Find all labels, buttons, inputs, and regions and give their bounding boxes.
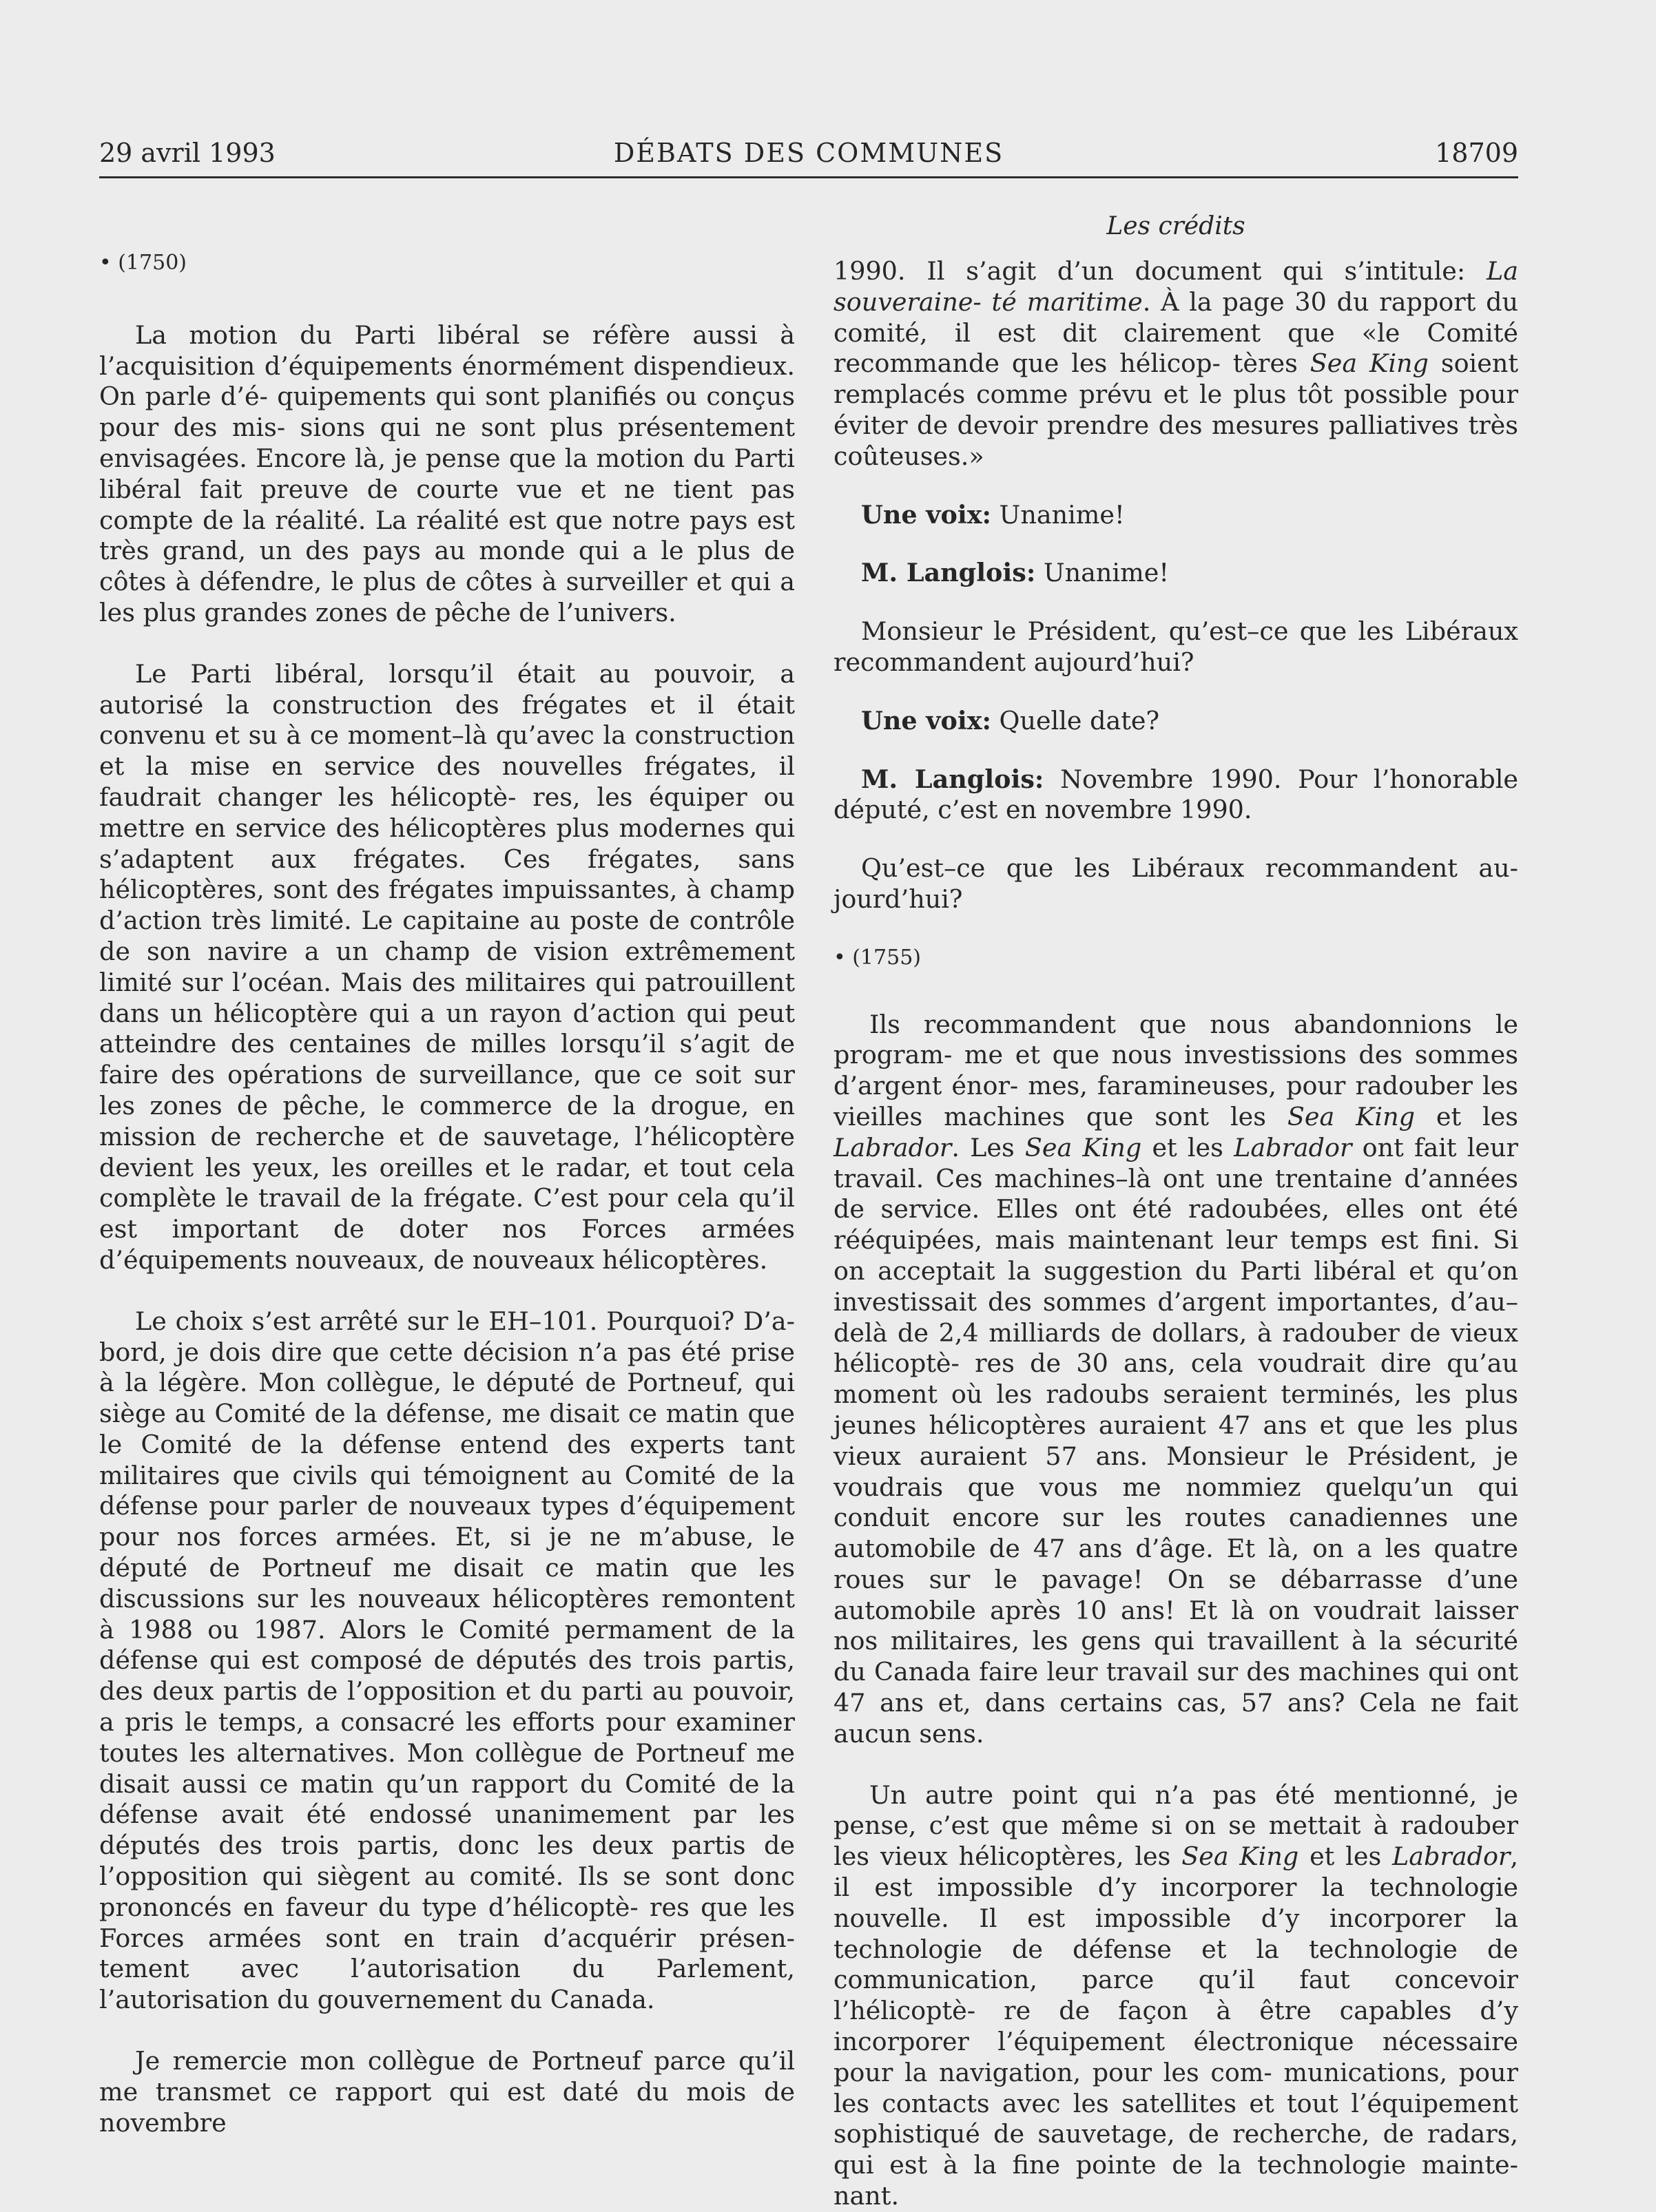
paragraph: Monsieur le Président, qu’est–ce que les Libéraux recommandent aujourd’hui?	[834, 616, 1518, 677]
header-title: DÉBATS DES COMMUNES	[613, 138, 1004, 168]
speaker-line: M. Langlois: Novembre 1990. Pour l’honorable député, c’est en novembre 1990.	[834, 764, 1518, 825]
header-rule	[99, 176, 1518, 178]
paragraph: Le choix s’est arrêté sur le EH–101. Pourquoi? D’a- bord, je dois dire que cette décision n’a pas été prise à la légère. Mon collègue, le député de Portneuf, qui siège au Comité de la défense, me disait ce matin que le Comité de la défense entend des experts tant militaires que civils qui témoignent au Comité de la défense pour parler de nouveaux types d’équipement pour nos forces armées. Et, si je ne m’abuse, le député de Portneuf me disait ce matin que les discussions sur les nouveaux hélicoptères remontent à 1988 ou 1987. Alors le Comité permament de la défense qui est composé de députés des trois partis, des deux partis de l’opposition et du parti au pouvoir, a pris le temps, a consacré les efforts pour examiner toutes les alternatives. Mon collègue de Portneuf me disait aussi ce matin qu’un rapport du Comité de la défense avait été endossé unanimement par les députés des trois partis, donc les deux partis de l’opposition qui siègent au comité. Ils se sont donc prononcés en faveur du type d’hélicoptè- res que les Forces armées sont en train d’acquérir présen- tement avec l’autorisation du Parlement, l’autorisation du gouvernement du Canada.	[99, 1306, 795, 2015]
header-page-number: 18709	[1435, 138, 1518, 168]
speaker-line: M. Langlois: Unanime!	[861, 558, 1169, 588]
speaker-name: Une voix:	[861, 499, 991, 530]
speaker-name: M. Langlois:	[861, 764, 1044, 794]
time-marker: • (1750)	[99, 251, 187, 275]
paragraph: Le Parti libéral, lorsqu’il était au pouvoir, a autorisé la construction des frégates et il était convenu et su à ce moment–là qu’avec la construction et la mise en service des nouvelles frégates, il faudrait changer les hélicoptè- res, les équiper ou mettre en service des hélicoptères plus modernes qui s’adaptent aux frégates. Ces frégates, sans hélicoptères, sont des frégates impuissantes, à champ d’action très limité. Le capitaine au poste de contrôle de son navire a un champ de vision extrêmement limité sur l’océan. Mais des militaires qui patrouillent dans un hélicoptère qui a un rayon d’action qui peut atteindre des centaines de milles lorsqu’il s’agit de faire des opérations de surveillance, que ce soit sur les zones de pêche, le commerce de la drogue, en mission de recherche et de sauvetage, l’hélicoptère devient les yeux, les oreilles et le radar, et tout cela complète le travail de la frégate. C’est pour cela qu’il est important de doter nos Forces armées d’équipements nouveaux, de nouveaux hélicoptères.	[99, 658, 795, 1275]
paragraph: 1990. Il s’agit d’un document qui s’intitule: La souveraine- té maritime. À la page 30 du rapport du comité, il est dit clairement que «le Comité recommande que les hélicop- tères Sea King soient remplacés comme prévu et le plus tôt possible pour éviter de devoir prendre des mesures palliatives très coûteuses.»	[834, 256, 1518, 471]
speaker-line: Une voix: Unanime!	[861, 499, 1125, 530]
time-marker: • (1755)	[834, 945, 921, 970]
paragraph: La motion du Parti libéral se réfère aussi à l’acquisition d’équipements énormément dispendieux. On parle d’é- quipements qui sont planifiés ou conçus pour des mis- sions qui ne sont plus présentement envisagées. Encore là, je pense que la motion du Parti libéral fait preuve de courte vue et ne tient pas compte de la réalité. La réalité est que notre pays est très grand, un des pays au monde qui a le plus de côtes à défendre, le plus de côtes à surveiller et qui a les plus grandes zones de pêche de l’univers.	[99, 320, 795, 627]
section-subhead: Les crédits	[1106, 212, 1245, 240]
paragraph: Je remercie mon collègue de Portneuf parce qu’il me transmet ce rapport qui est daté du mois de novembre	[99, 2046, 795, 2138]
left-column	[99, 248, 795, 2138]
speaker-line: Une voix: Quelle date?	[861, 705, 1160, 735]
paragraph: Qu’est–ce que les Libéraux recommandent au- jourd’hui?	[834, 853, 1518, 914]
right-column	[834, 256, 1518, 2212]
header-date: 29 avril 1993	[99, 138, 276, 168]
page-header	[99, 138, 1518, 176]
speaker-name: Une voix:	[861, 705, 991, 735]
speaker-name: M. Langlois:	[861, 558, 1036, 588]
paragraph: Ils recommandent que nous abandonnions le program- me et que nous investissions des sommes d’argent énor- mes, faramineuses, pour radouber les vieilles machines que sont les Sea King et les Labrador. Les Sea King et les Labrador ont fait leur travail. Ces machines–là ont une trentaine d’années de service. Elles ont été radoubées, elles ont été rééquipées, mais maintenant leur temps est fini. Si on acceptait la suggestion du Parti libéral et qu’on investissait des sommes d’argent importantes, d’au–delà de 2,4 milliards de dollars, à radouber de vieux hélicoptè- res de 30 ans, cela voudrait dire qu’au moment où les radoubs seraient terminés, les plus jeunes hélicoptères auraient 47 ans et que les plus vieux auraient 57 ans. Monsieur le Président, je voudrais que vous me nommiez quelqu’un qui conduit encore sur les routes canadiennes une automobile de 47 ans d’âge. Et là, on a les quatre roues sur le pavage! On se débarrasse d’une automobile après 10 ans! Et là on voudrait laisser nos militaires, les gens qui travaillent à la sécurité du Canada faire leur travail sur des machines qui ont 47 ans et, dans certains cas, 57 ans? Cela ne fait aucun sens.	[834, 1009, 1518, 1749]
report-title: La souveraine- té maritime	[834, 256, 1518, 317]
paragraph: Un autre point qui n’a pas été mentionné, je pense, c’est que même si on se mettait à radouber les vieux hélicoptères, les Sea King et les Labrador, il est impossible d’y incorporer la technologie nouvelle. Il est impossible d’y incorporer la technologie de défense et la technologie de communication, parce qu’il faut concevoir l’hélicoptè- re de façon à être capables d’y incorporer l’équipement électronique nécessaire pour la navigation, pour les com- munications, pour les contacts avec les satellites et tout l’équipement sophistiqué de sauvetage, de recherche, de radars, qui est à la fine pointe de la technologie mainte- nant.	[834, 1780, 1518, 2211]
